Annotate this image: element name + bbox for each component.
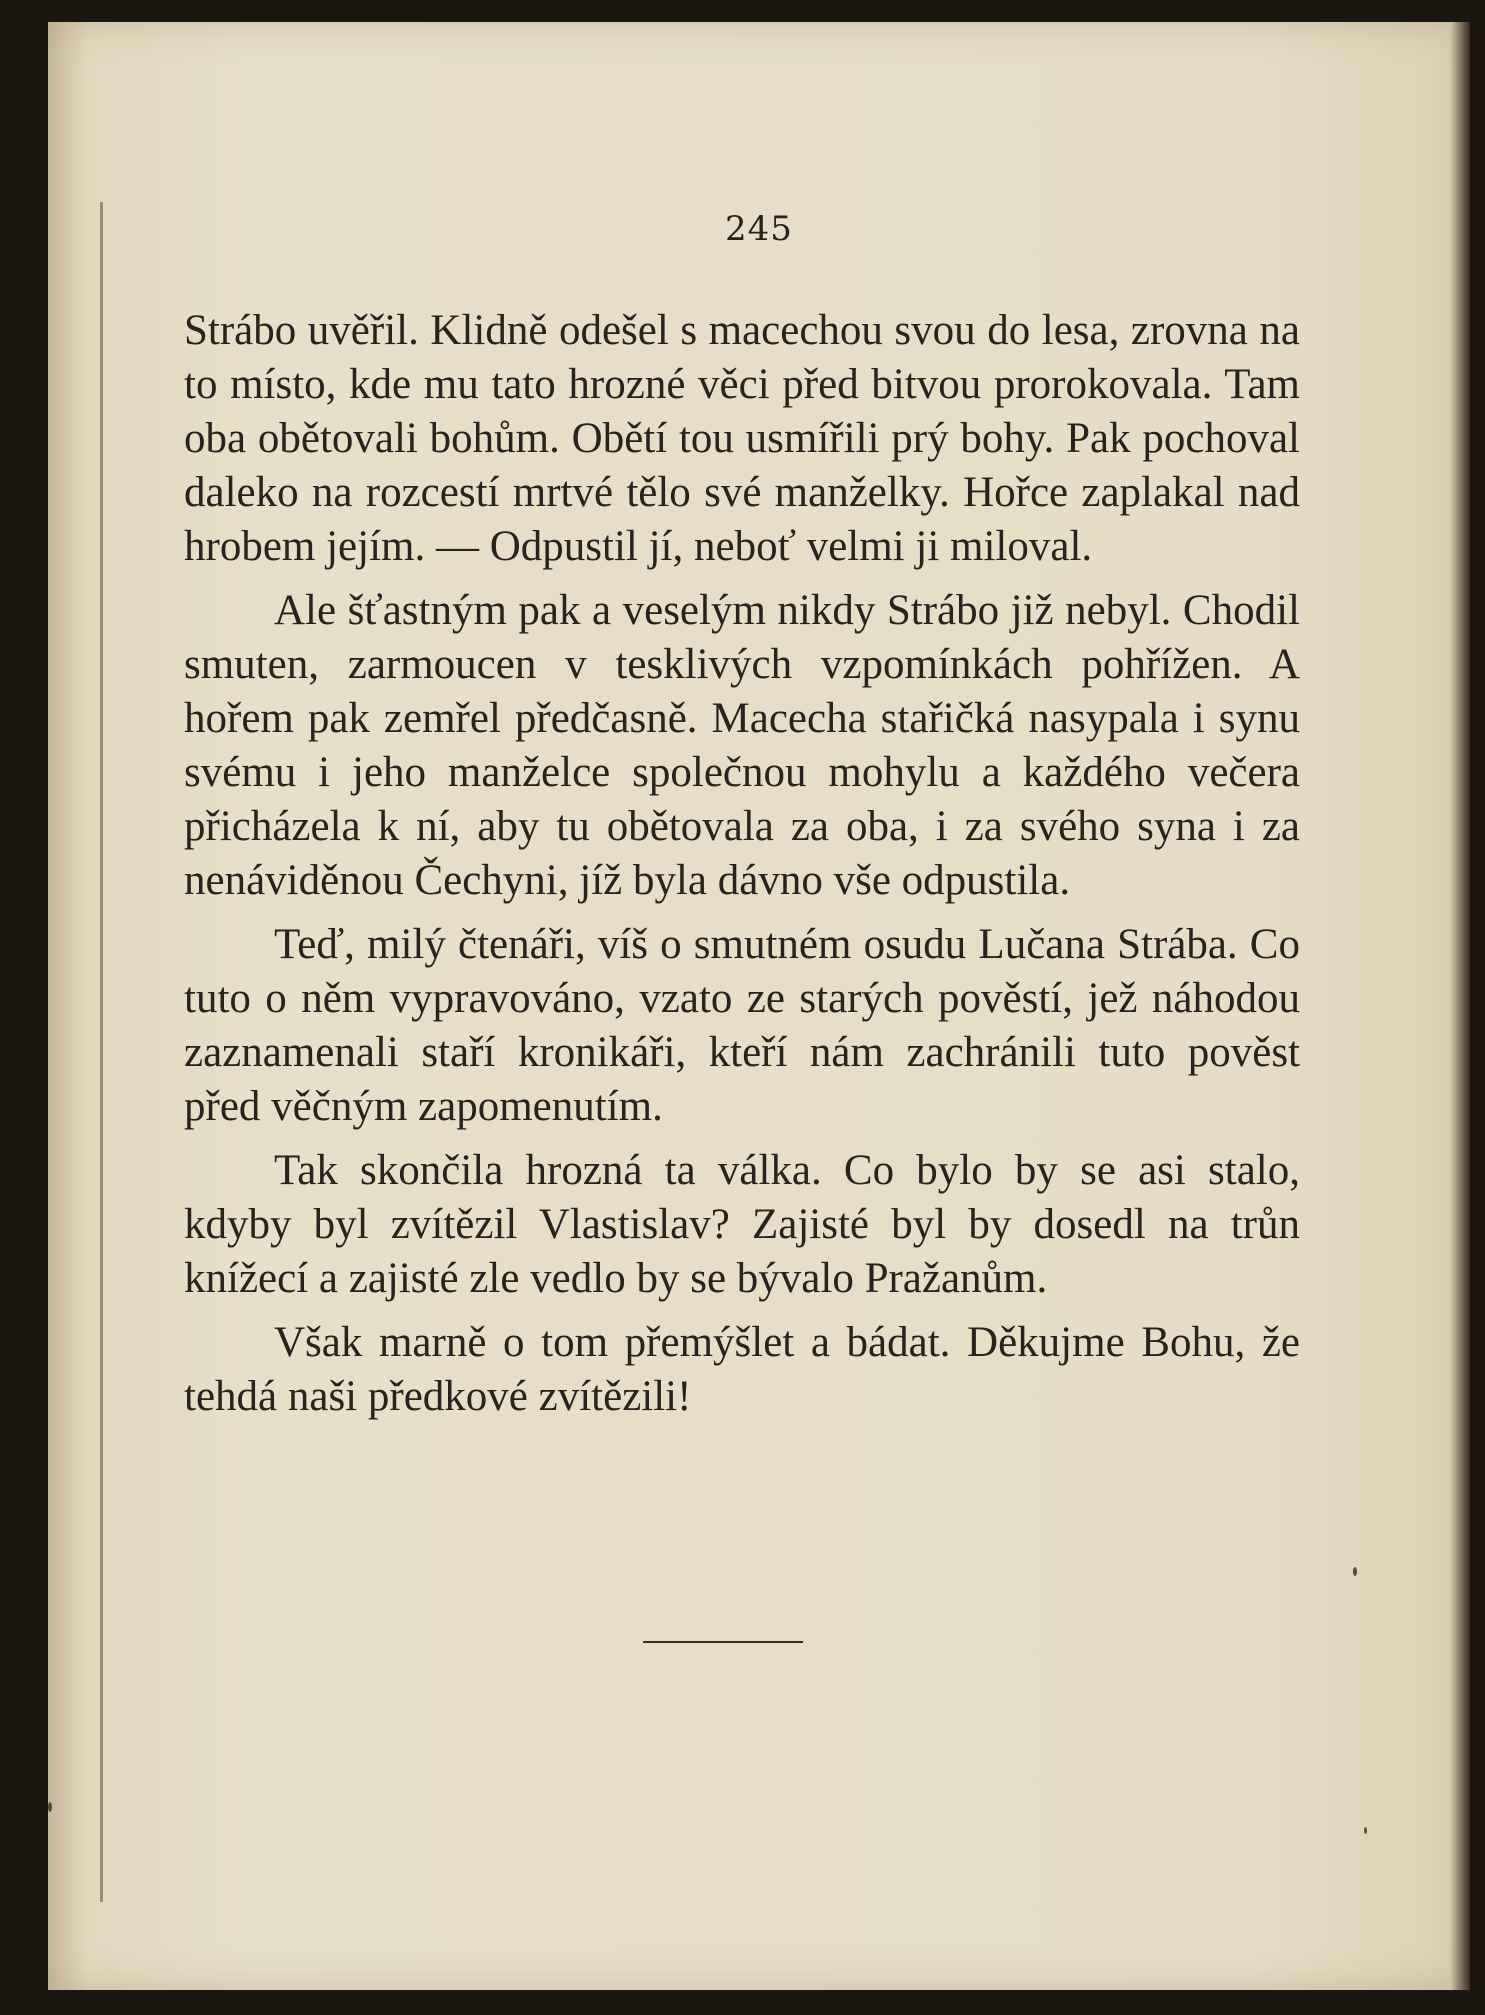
page-fold-line <box>100 202 103 1902</box>
page-right-edge <box>1450 22 1470 1990</box>
paragraph-2: Ale šťastným pak a veselým nikdy Strábo již nebyl. Chodil smuten, zarmoucen v tesklivých vzpomínkách pohřížen. A hořem pak zemřel předčasně. Macecha stařičká nasypala i synu svému i jeho manželce společnou mohylu a každého večera přicházela k ní, aby tu obětovala za oba, i za svého syna i za nenáviděnou Čechyni, jíž byla dávno vše odpustila. <box>184 587 1300 904</box>
paper-speck <box>1364 1827 1367 1834</box>
paragraph-1: Strábo uvěřil. Klidně odešel s macechou svou do lesa, zrovna na to místo, kde mu tato hrozné věci před bitvou prorokovala. Tam oba obětovali bohům. Obětí tou usmířili prý bohy. Pak pochoval daleko na rozcestí mrtvé tělo své manželky. Hořce zaplakal nad hrobem jejím. — Odpustil jí, neboť velmi ji miloval. <box>184 307 1300 570</box>
body-text <box>184 304 1300 1434</box>
end-rule <box>643 1641 803 1643</box>
book-page <box>48 22 1470 1990</box>
paper-speck <box>1353 1567 1357 1576</box>
paragraph-3: Teď, milý čtenáři, víš o smutném osudu Lučana Strába. Co tuto o něm vypravováno, vzato ze starých pověstí, jež náhodou zaznamenali staří kronikáři, kteří nám zachránili tuto pověst před věčným zapomenutím. <box>184 921 1300 1130</box>
page-number: 245 <box>725 209 793 249</box>
paragraph-5: Však marně o tom přemýšlet a bádat. Děkujme Bohu, že tehdá naši předkové zvítězili! <box>184 1319 1300 1420</box>
paragraph-4: Tak skončila hrozná ta válka. Co bylo by se asi stalo, kdyby byl zvítězil Vlastislav? Zajisté byl by dosedl na trůn knížecí a zajisté zle vedlo by se bývalo Pražanům. <box>184 1147 1300 1302</box>
paper-speck <box>48 1802 52 1812</box>
